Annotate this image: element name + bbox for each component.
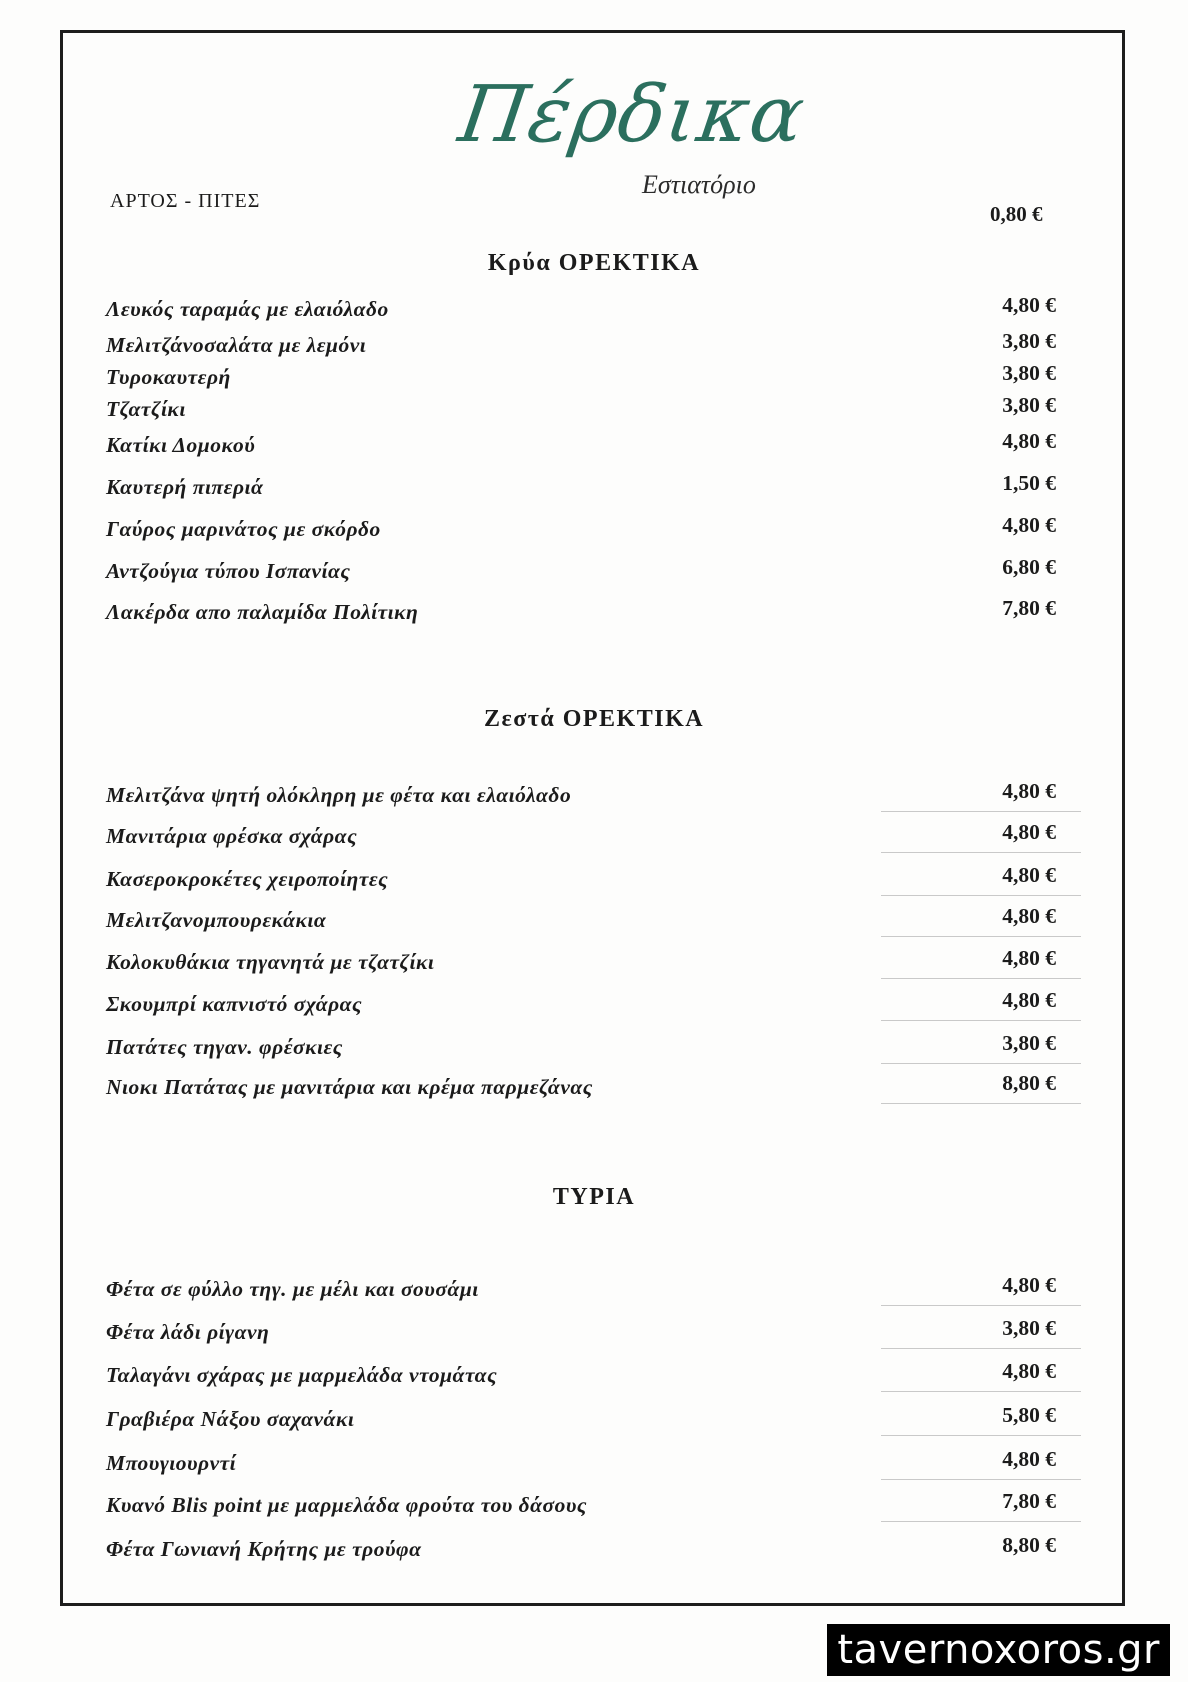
restaurant-logo	[453, 70, 820, 210]
menu-item	[106, 426, 1056, 462]
item-price: 7,80 €	[1002, 596, 1056, 620]
menu-item	[106, 1356, 1056, 1392]
price-rule	[881, 1348, 1081, 1349]
item-name: Κυανό Blis point με μαρμελάδα φρούτα του δάσους	[106, 1493, 588, 1517]
menu-item	[106, 901, 1056, 937]
menu-item	[106, 358, 1056, 394]
item-price: 4,80 €	[1002, 293, 1056, 317]
item-name: Λακέρδα απο παλαμίδα Πολίτικη	[106, 600, 419, 624]
menu-item	[106, 593, 1056, 629]
item-name: Μανιτάρια φρέσκα σχάρας	[106, 824, 358, 848]
menu-item	[106, 326, 1056, 362]
item-name: Μπουγιουρντί	[106, 1451, 237, 1475]
item-price: 4,80 €	[1002, 1447, 1056, 1471]
item-name: Αντζούγια τύπου Ισπανίας	[106, 559, 351, 583]
price-rule	[881, 936, 1081, 937]
item-price: 4,80 €	[1002, 1273, 1056, 1297]
item-name: Μελιτζάνοσαλάτα με λεμόνι	[106, 333, 367, 357]
item-price: 4,80 €	[1002, 429, 1056, 453]
menu-item	[106, 1444, 1056, 1480]
item-name: Σκουμπρί καπνιστό σχάρας	[106, 992, 363, 1016]
menu-item	[106, 510, 1056, 546]
item-name: Γαύρος μαρινάτος με σκόρδο	[106, 517, 381, 541]
item-name: Λευκός ταραμάς με ελαιόλαδο	[106, 297, 389, 321]
item-price: 3,80 €	[1002, 1031, 1056, 1055]
menu-item	[106, 1400, 1056, 1436]
menu-item	[106, 390, 1056, 426]
menu-item	[106, 1486, 1056, 1522]
item-price: 4,80 €	[1002, 946, 1056, 970]
item-name: Φέτα σε φύλλο τηγ. με μέλι και σουσάμι	[106, 1277, 479, 1301]
menu-item	[106, 1313, 1056, 1349]
item-name: Πατάτες τηγαν. φρέσκιες	[106, 1035, 343, 1059]
item-name: Φέτα λάδι ρίγανη	[106, 1320, 270, 1344]
item-price: 4,80 €	[1002, 779, 1056, 803]
item-price: 6,80 €	[1002, 555, 1056, 579]
item-price: 4,80 €	[1002, 513, 1056, 537]
price-rule	[881, 978, 1081, 979]
item-price: 1,50 €	[1002, 471, 1056, 495]
item-price: 4,80 €	[1002, 988, 1056, 1012]
price-rule	[881, 1435, 1081, 1436]
item-name: Ταλαγάνι σχάρας με μαρμελάδα ντομάτας	[106, 1363, 498, 1387]
price-rule	[881, 1063, 1081, 1064]
menu-item	[106, 290, 1056, 326]
menu-item	[106, 468, 1056, 504]
item-name: Μελιτζάνα ψητή ολόκληρη με φέτα και ελαιόλαδο	[106, 783, 572, 807]
menu-item	[106, 1530, 1056, 1566]
section-title-hot-appetizers: Ζεστά ΟΡΕΚΤΙΚΑ	[483, 706, 705, 732]
bread-price: 0,80 €	[990, 202, 1043, 226]
logo-subtitle: Εστιατόριο	[642, 170, 756, 199]
item-price: 4,80 €	[1002, 863, 1056, 887]
price-rule	[881, 1305, 1081, 1306]
menu-item	[106, 776, 1056, 812]
item-price: 3,80 €	[1002, 1316, 1056, 1340]
menu-item	[106, 552, 1056, 588]
item-name: Καυτερή πιπεριά	[106, 475, 264, 499]
menu-item	[106, 1270, 1056, 1306]
item-price: 5,80 €	[1002, 1403, 1056, 1427]
price-rule	[881, 811, 1081, 812]
logo-title: Πέρδικα	[453, 70, 811, 160]
item-price: 8,80 €	[1002, 1071, 1056, 1095]
item-name: Νιοκι Πατάτας με μανιτάρια και κρέμα παρμεζάνας	[106, 1075, 593, 1099]
section-title-cold-appetizers: Κρύα ΟΡΕΚΤΙΚΑ	[487, 250, 701, 276]
item-price: 3,80 €	[1002, 361, 1056, 385]
item-name: Κασεροκροκέτες χειροποίητες	[106, 867, 389, 891]
price-rule	[881, 895, 1081, 896]
item-price: 4,80 €	[1002, 820, 1056, 844]
item-name: Κολοκυθάκια τηγανητά με τζατζίκι	[106, 950, 435, 974]
menu-item	[106, 943, 1056, 979]
item-price: 7,80 €	[1002, 1489, 1056, 1513]
item-price: 3,80 €	[1002, 393, 1056, 417]
bread-label: ΑΡΤΟΣ - ΠΙΤΕΣ	[110, 190, 261, 212]
price-rule	[881, 1103, 1081, 1104]
item-price: 3,80 €	[1002, 329, 1056, 353]
item-price: 8,80 €	[1002, 1533, 1056, 1557]
item-price: 4,80 €	[1002, 1359, 1056, 1383]
price-rule	[881, 1391, 1081, 1392]
item-name: Μελιτζανομπουρεκάκια	[106, 908, 327, 932]
price-rule	[881, 1020, 1081, 1021]
item-name: Φέτα Γωνιανή Κρήτης με τρούφα	[106, 1537, 422, 1561]
menu-item	[106, 860, 1056, 896]
menu-item	[106, 1028, 1056, 1064]
item-price: 4,80 €	[1002, 904, 1056, 928]
price-rule	[881, 1479, 1081, 1480]
menu-item	[106, 817, 1056, 853]
menu-item	[106, 1068, 1056, 1104]
price-rule	[881, 1521, 1081, 1522]
item-name: Γραβιέρα Νάξου σαχανάκι	[106, 1407, 355, 1431]
item-name: Τυροκαυτερή	[106, 365, 231, 389]
item-name: Κατίκι Δομοκού	[106, 433, 256, 457]
menu-item	[106, 985, 1056, 1021]
item-name: Τζατζίκι	[106, 397, 186, 421]
watermark: tavernoxoros.gr	[827, 1624, 1170, 1676]
price-rule	[881, 852, 1081, 853]
section-title-cheeses: ΤΥΡΙΑ	[552, 1184, 636, 1210]
